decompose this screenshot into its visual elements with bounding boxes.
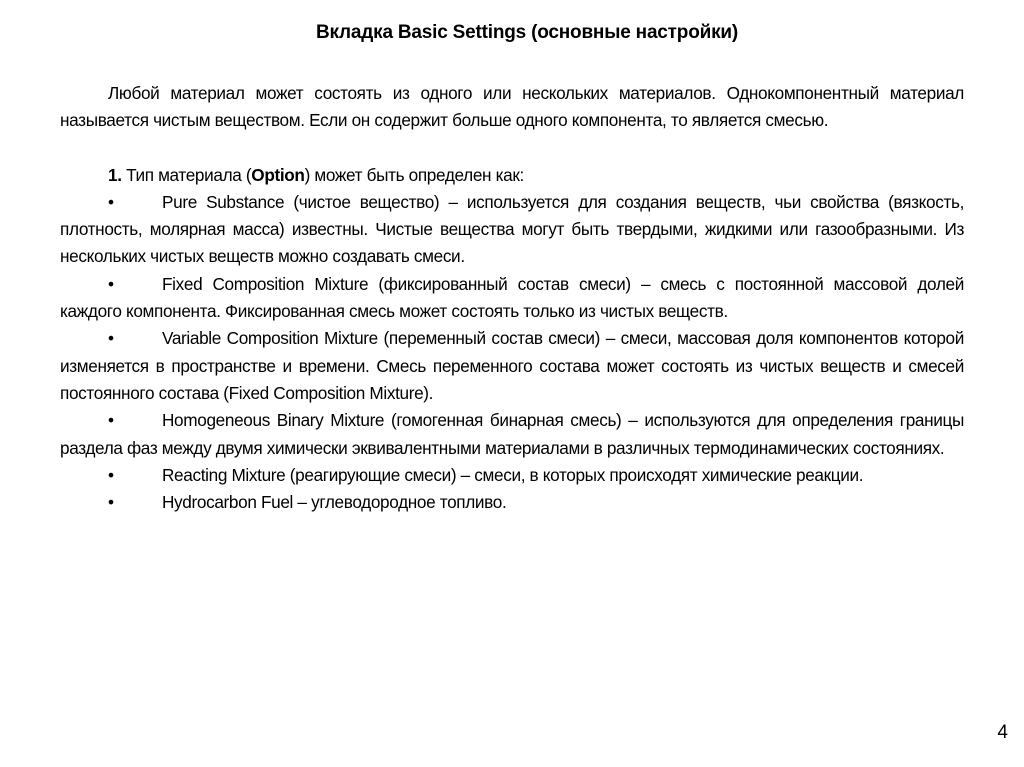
bullet-icon: • <box>108 273 114 294</box>
list-item-text: Homogeneous Binary Mixture (гомогенная бинарная смесь) – используются для определения границы раздела фаз между двумя химически эквивалентными материалами в различных термодинамических состояниях. <box>60 410 965 458</box>
list-item-variable-composition <box>60 325 964 407</box>
paragraph-gap <box>60 135 964 162</box>
slide-title: Вкладка Basic Settings (основные настройки) <box>315 22 738 43</box>
list-item-text: Pure Substance (чистое вещество) – используется для создания веществ, чьи свойства (вязкость, плотность, молярная масса) известны. Чистые вещества могут быть твердыми, жидкими или газообразными. Из нескольких чистых веществ можно создавать смеси. <box>60 191 964 267</box>
list-item-text: Hydrocarbon Fuel – углеводородное топливо. <box>162 492 507 513</box>
list-item-text: Variable Composition Mixture (переменный состав смеси) – смеси, массовая доля компонентов которой изменяется в пространстве и времени. Смесь переменного состава может состоять из чистых веществ и смесей постоянного состава (Fixed Composition Mixture). <box>60 328 964 403</box>
slide-body <box>60 80 964 516</box>
list-item-reacting-mixture <box>60 462 964 489</box>
option-heading <box>60 162 964 189</box>
intro-paragraph: Любой материал может состоять из одного или нескольких материалов. Однокомпонентный материал называется чистым веществом. Если он содержит больше одного компонента, то является смесью. <box>60 83 964 131</box>
bullet-icon: • <box>108 410 114 431</box>
list-item-pure-substance <box>60 189 964 271</box>
list-item-text: Reacting Mixture (реагирующие смеси) – смеси, в которых происходят химические реакции. <box>162 464 864 485</box>
bullet-icon: • <box>108 328 114 349</box>
page-number: 4 <box>997 722 1008 743</box>
option-number: 1. <box>108 164 122 185</box>
option-text-after: ) может быть определен как: <box>304 164 524 185</box>
option-keyword: Option <box>251 164 305 185</box>
bullet-icon: • <box>108 191 114 212</box>
bullet-icon: • <box>108 464 114 485</box>
option-text-before: Тип материала ( <box>121 164 252 185</box>
list-item-homogeneous-binary <box>60 407 964 462</box>
bullet-icon: • <box>108 492 114 513</box>
list-item-fixed-composition <box>60 271 964 326</box>
list-item-text: Fixed Composition Mixture (фиксированный состав смеси) – смесь с постоянной массовой долей каждого компонента. Фиксированная смесь может состоять только из чистых веществ. <box>60 273 964 322</box>
list-item-hydrocarbon-fuel <box>60 489 964 516</box>
